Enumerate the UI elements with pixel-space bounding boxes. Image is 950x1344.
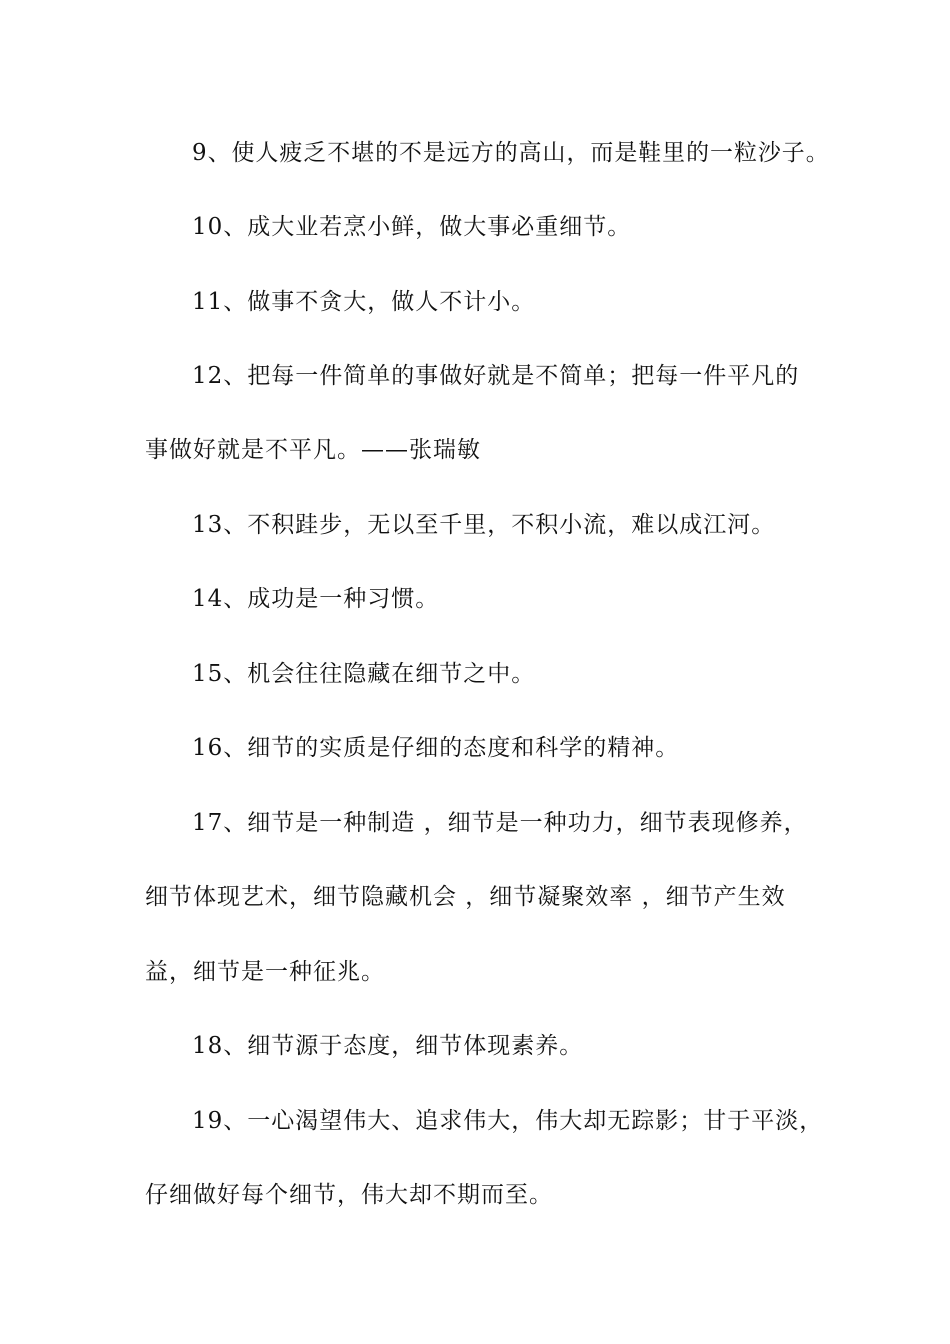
quote-12-line-1: 12、把每一件简单的事做好就是不简单；把每一件平凡的: [192, 363, 800, 389]
quote-9: 9、使人疲乏不堪的不是远方的高山，而是鞋里的一粒沙子。: [192, 140, 830, 166]
quote-19-line-2: 仔细做好每个细节，伟大却不期而至。: [145, 1182, 553, 1208]
quote-18: 18、细节源于态度，细节体现素养。: [192, 1033, 584, 1059]
quote-16: 16、细节的实质是仔细的态度和科学的精神。: [192, 735, 680, 761]
quote-17-line-3: 益，细节是一种征兆。: [145, 959, 385, 985]
quote-14: 14、成功是一种习惯。: [192, 586, 440, 612]
quote-13: 13、不积跬步，无以至千里，不积小流，难以成江河。: [192, 512, 776, 538]
quote-11: 11、做事不贪大，做人不计小。: [192, 289, 536, 315]
quote-19-line-1: 19、一心渴望伟大、追求伟大，伟大却无踪影；甘于平淡，: [192, 1108, 824, 1134]
quote-12-line-2: 事做好就是不平凡。——张瑞敏: [145, 437, 481, 463]
quote-15: 15、机会往往隐藏在细节之中。: [192, 661, 536, 687]
quote-17-line-1: 17、细节是一种制造 ，细节是一种功力，细节表现修养，: [192, 810, 808, 836]
quote-10: 10、成大业若烹小鲜，做大事必重细节。: [192, 214, 632, 240]
quote-17-line-2: 细节体现艺术，细节隐藏机会 ，细节凝聚效率 ，细节产生效: [145, 884, 786, 910]
